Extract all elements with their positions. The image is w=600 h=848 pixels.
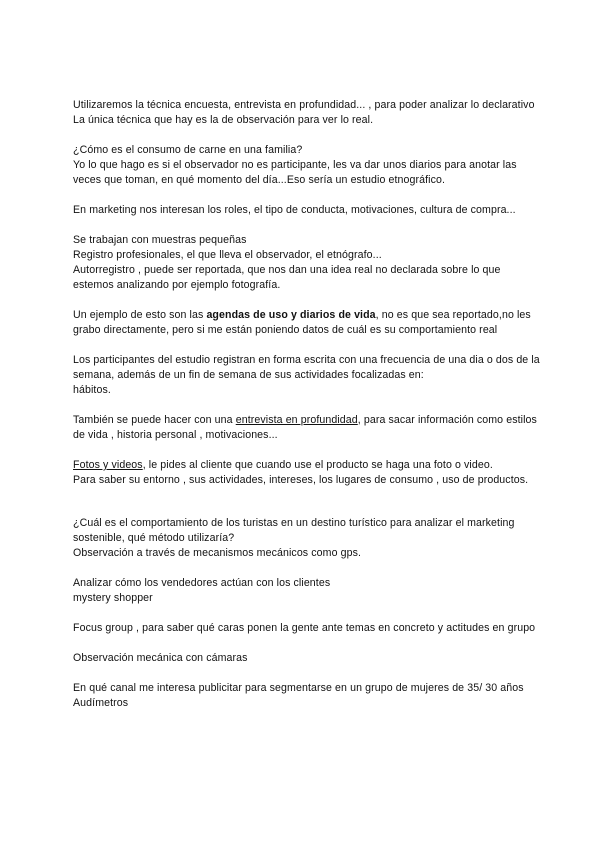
text-segment: , no es que sea reportado,no les grabo directamente, pero si me están poniendo datos de cuál es su comportamiento real bbox=[73, 309, 531, 336]
paragraph-professional-records: Registro profesionales, el que lleva el observador, el etnógrafo... bbox=[73, 249, 382, 261]
underlined-interview: entrevista en profundidad bbox=[235, 414, 358, 426]
paragraph-audimeters: Audímetros bbox=[73, 697, 129, 709]
paragraph-ethnographic: Yo lo que hago es si el observador no es participante, les va dar unos diarios para anotar las veces que toman, en qué momento del día...Eso sería un estudio etnográfico. bbox=[73, 159, 517, 186]
paragraph-photos-videos bbox=[73, 458, 540, 473]
underlined-photos-videos: Fotos y videos bbox=[73, 459, 143, 471]
paragraph-environment: Para saber su entorno , sus actividades, intereses, los lugares de consumo , uso de productos. bbox=[73, 474, 529, 486]
paragraph-sellers: Analizar cómo los vendedores actúan con los clientes bbox=[73, 577, 331, 589]
question-tourists: ¿Cuál es el comportamiento de los turistas en un destino turístico para analizar el marketing sostenible, qué método utilizaría? bbox=[73, 517, 515, 544]
bold-agendas: agendas de uso y diarios de vida bbox=[206, 309, 376, 321]
paragraph-habits: hábitos. bbox=[73, 384, 111, 396]
paragraph-marketing-roles: En marketing nos interesan los roles, el tipo de conducta, motivaciones, cultura de compra... bbox=[73, 204, 516, 216]
text-segment: Un ejemplo de esto son las bbox=[73, 309, 207, 321]
paragraph-observation: La única técnica que hay es la de observación para ver lo real. bbox=[73, 114, 374, 126]
paragraph-channel: En qué canal me interesa publicitar para segmentarse en un grupo de mujeres de 35/ 30 años bbox=[73, 682, 524, 694]
question-meat-consumption: ¿Cómo es el consumo de carne en una familia? bbox=[73, 144, 303, 156]
paragraph-small-samples: Se trabajan con muestras pequeñas bbox=[73, 234, 247, 246]
paragraph-agendas-example bbox=[73, 308, 540, 338]
paragraph-cameras: Observación mecánica con cámaras bbox=[73, 652, 248, 664]
paragraph-declarative: Utilizaremos la técnica encuesta, entrevista en profundidad... , para poder analizar lo declarativo bbox=[73, 99, 535, 111]
paragraph-participants: Los participantes del estudio registran en forma escrita con una frecuencia de una dia o dos de la semana, además de un fin de semana de sus actividades focalizadas en: bbox=[73, 354, 540, 381]
paragraph-focus-group: Focus group , para saber qué caras ponen la gente ante temas en concreto y actitudes en grupo bbox=[73, 622, 536, 634]
paragraph-self-record: Autorregistro , puede ser reportada, que nos dan una idea real no declarada sobre lo que estemos analizando por ejemplo fotografía. bbox=[73, 264, 501, 291]
text-segment: También se puede hacer con una bbox=[73, 414, 236, 426]
paragraph-mystery-shopper: mystery shopper bbox=[73, 592, 153, 604]
text-segment: , le pides al cliente que cuando use el producto se haga una foto o video. bbox=[142, 459, 493, 471]
text-segment: , para sacar información como estilos de vida , historia personal , motivaciones... bbox=[73, 414, 537, 441]
paragraph-gps: Observación a través de mecanismos mecánicos como gps. bbox=[73, 547, 362, 559]
paragraph-in-depth-interview bbox=[73, 413, 540, 443]
